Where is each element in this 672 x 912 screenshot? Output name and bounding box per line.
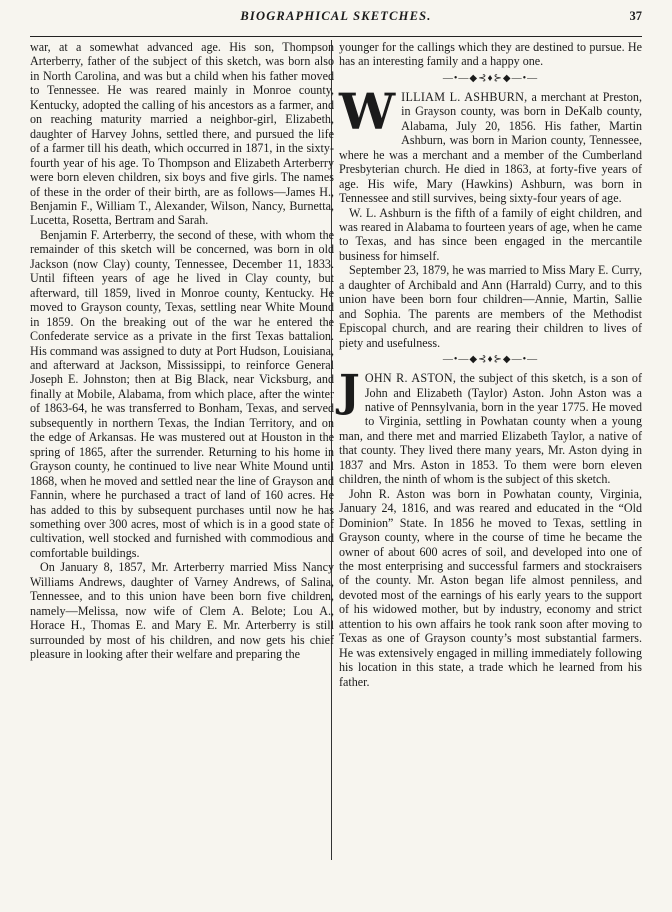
ashburn-name: ILLIAM L. ASHBURN, xyxy=(401,89,528,104)
ashburn-paragraph-2: W. L. Ashburn is the fifth of a family of eight children, and was reared in Alabama to fourteen years of age, when he came to Texas, and has since been engaged in the mercantile business for himself. xyxy=(339,205,642,263)
aston-paragraph-1 xyxy=(339,366,642,487)
section-ornament: —•—◆⊰♦⊱◆—•— xyxy=(442,72,539,84)
aston-paragraph-2: John R. Aston was born in Powhatan county, Virginia, January 24, 1816, and was reared and educated in the “Old Dominion” State. In 1856 he moved to Texas, settling in Grayson county, where in the course of time he became the owner of about 600 acres of soil, and developed into one of the most enterprising and successful farmers and stockraisers of the county. Mr. Aston began life almost penniless, and devoted most of the earnings of his early years to the support of his widowed mother, but by industry, economy and strict attention to his own affairs he took rank soon after moving to Texas as one of Grayson county’s most substantial farmers. He was extensively engaged in milling immediately following his location in this state, a trade which he learned from his father. xyxy=(339,486,642,689)
running-header xyxy=(30,6,642,37)
paragraph-marriage: On January 8, 1857, Mr. Arterberry married Miss Nancy Williams Andrews, daughter of Varney Andrews, of Salina, Tennessee, and to this union have been born five children, namely—Melissa, now wife of Clem A. Belote; Lou A., Horace H., Thomas E. and Mary E. Mr. Arterberry is still surrounded by most of his children, and now gets his chief pleasure in looking after their welfare and preparing the xyxy=(30,560,334,662)
page-number: 37 xyxy=(629,9,642,23)
aston-name: OHN R. ASTON, xyxy=(364,371,457,386)
ashburn-paragraph-1 xyxy=(339,81,642,206)
right-column xyxy=(339,40,642,689)
dropcap-w: W xyxy=(339,81,396,141)
left-column xyxy=(30,40,334,661)
dropcap-j: J xyxy=(339,366,360,418)
ashburn-text: a merchant at Preston, in Grayson county, was born in DeKalb county, Alabama, July 20, 1856. His father, Martin Ashburn, was born in Marion county, Tennessee, where he was a merchant and a member of the Cumberland Presbyterian church. He died in 1863, at forty-five years of age. His wife, Mary (Hawkins) Ashburn, was born in Tennessee and still survives, being sixty-four years of age. xyxy=(339,89,642,206)
ashburn-paragraph-3: September 23, 1879, he was married to Miss Mary E. Curry, a daughter of Archibald and Ann (Harrald) Curry, and to this union have been born four children—Annie, Martin, Sallie and Sophia. The parents are members of the Methodist Episcopal church, and are rearing their children to lives of piety and usefulness. xyxy=(339,263,642,350)
aston-text: the subject of this sketch, is a son of John and Elizabeth (Taylor) Aston. John Aston was a native of Pennsylvania, born in the year 1775. He moved to Virginia, settling in Powhatan county when a young man, and there met and married Elizabeth Taylor, a native of that county. They lived there many years, Mr. Aston dying in 1837 and Mrs. Aston in 1853. To them were born eleven children, the ninth of whom is the subject of this sketch. xyxy=(339,371,642,487)
paragraph-continued-right: younger for the callings which they are destined to pursue. He has an interesting family and a happy one. xyxy=(339,40,642,69)
paragraph-benjamin: Benjamin F. Arterberry, the second of these, with whom the remainder of this sketch will be concerned, was born in old Jackson (now Clay) county, Tennessee, December 11, 1833. Until fifteen years of age he lived in Clay county, but afterward, till 1859, lived in Monroe county, Kentucky. He moved to Grayson county, Texas, settling near White Mound in 1859. On the breaking out of the war he entered the Confederate service as a private in the first Texas battalion. His command was assigned to duty at Port Hudson, Louisiana, and afterward at Jackson, Mississippi, to reinforce General Joseph E. Johnston; then at Big Black, near Vicksburg, and finally at Mobile, Alabama, from which place, after the winter of 1863-64, he was transferred to Bonham, Texas, and served subsequently in northern Texas, the Indian Territory, and on the edge of Arkansas. He was mustered out at Houston in the spring of 1865, after the surrender. Returning to his home in Grayson county, he continued to live near White Mound until 1868, when he moved and settled near the line of Grayson and Fannin, where he purchased a tract of land of 160 acres. He has added to this by subsequent purchases until now he has something over 300 acres, most of which is in a good state of cultivation, well stocked and furnished with commodious and comfortable buildings. xyxy=(30,227,334,560)
section-ornament-2: —•—◆⊰♦⊱◆—•— xyxy=(442,354,539,366)
paragraph-continued: war, at a somewhat advanced age. His son, Thompson Arterberry, father of the subject of this sketch, was born also in North Carolina, and was but a child when his father moved to Tennessee. He was reared mainly in Monroe county, Kentucky, adopted the calling of his ancestors as a farmer, and on reaching maturity married a neighbor-girl, Elizabeth, daughter of Harvey Johns, settled there, and pursued the life of a farmer till his death, which occurred in 1871, in the sixty-fourth year of his age. To Thompson and Elizabeth Arterberry were born eleven children, six boys and five girls. The names of these in the order of their birth, are as follows—James H., Benjamin F., William T., Alexander, Wilson, Nancy, Burnetta, Lucetta, Rosetta, Bertram and Sarah. xyxy=(30,40,334,228)
running-title: BIOGRAPHICAL SKETCHES. xyxy=(240,9,432,23)
